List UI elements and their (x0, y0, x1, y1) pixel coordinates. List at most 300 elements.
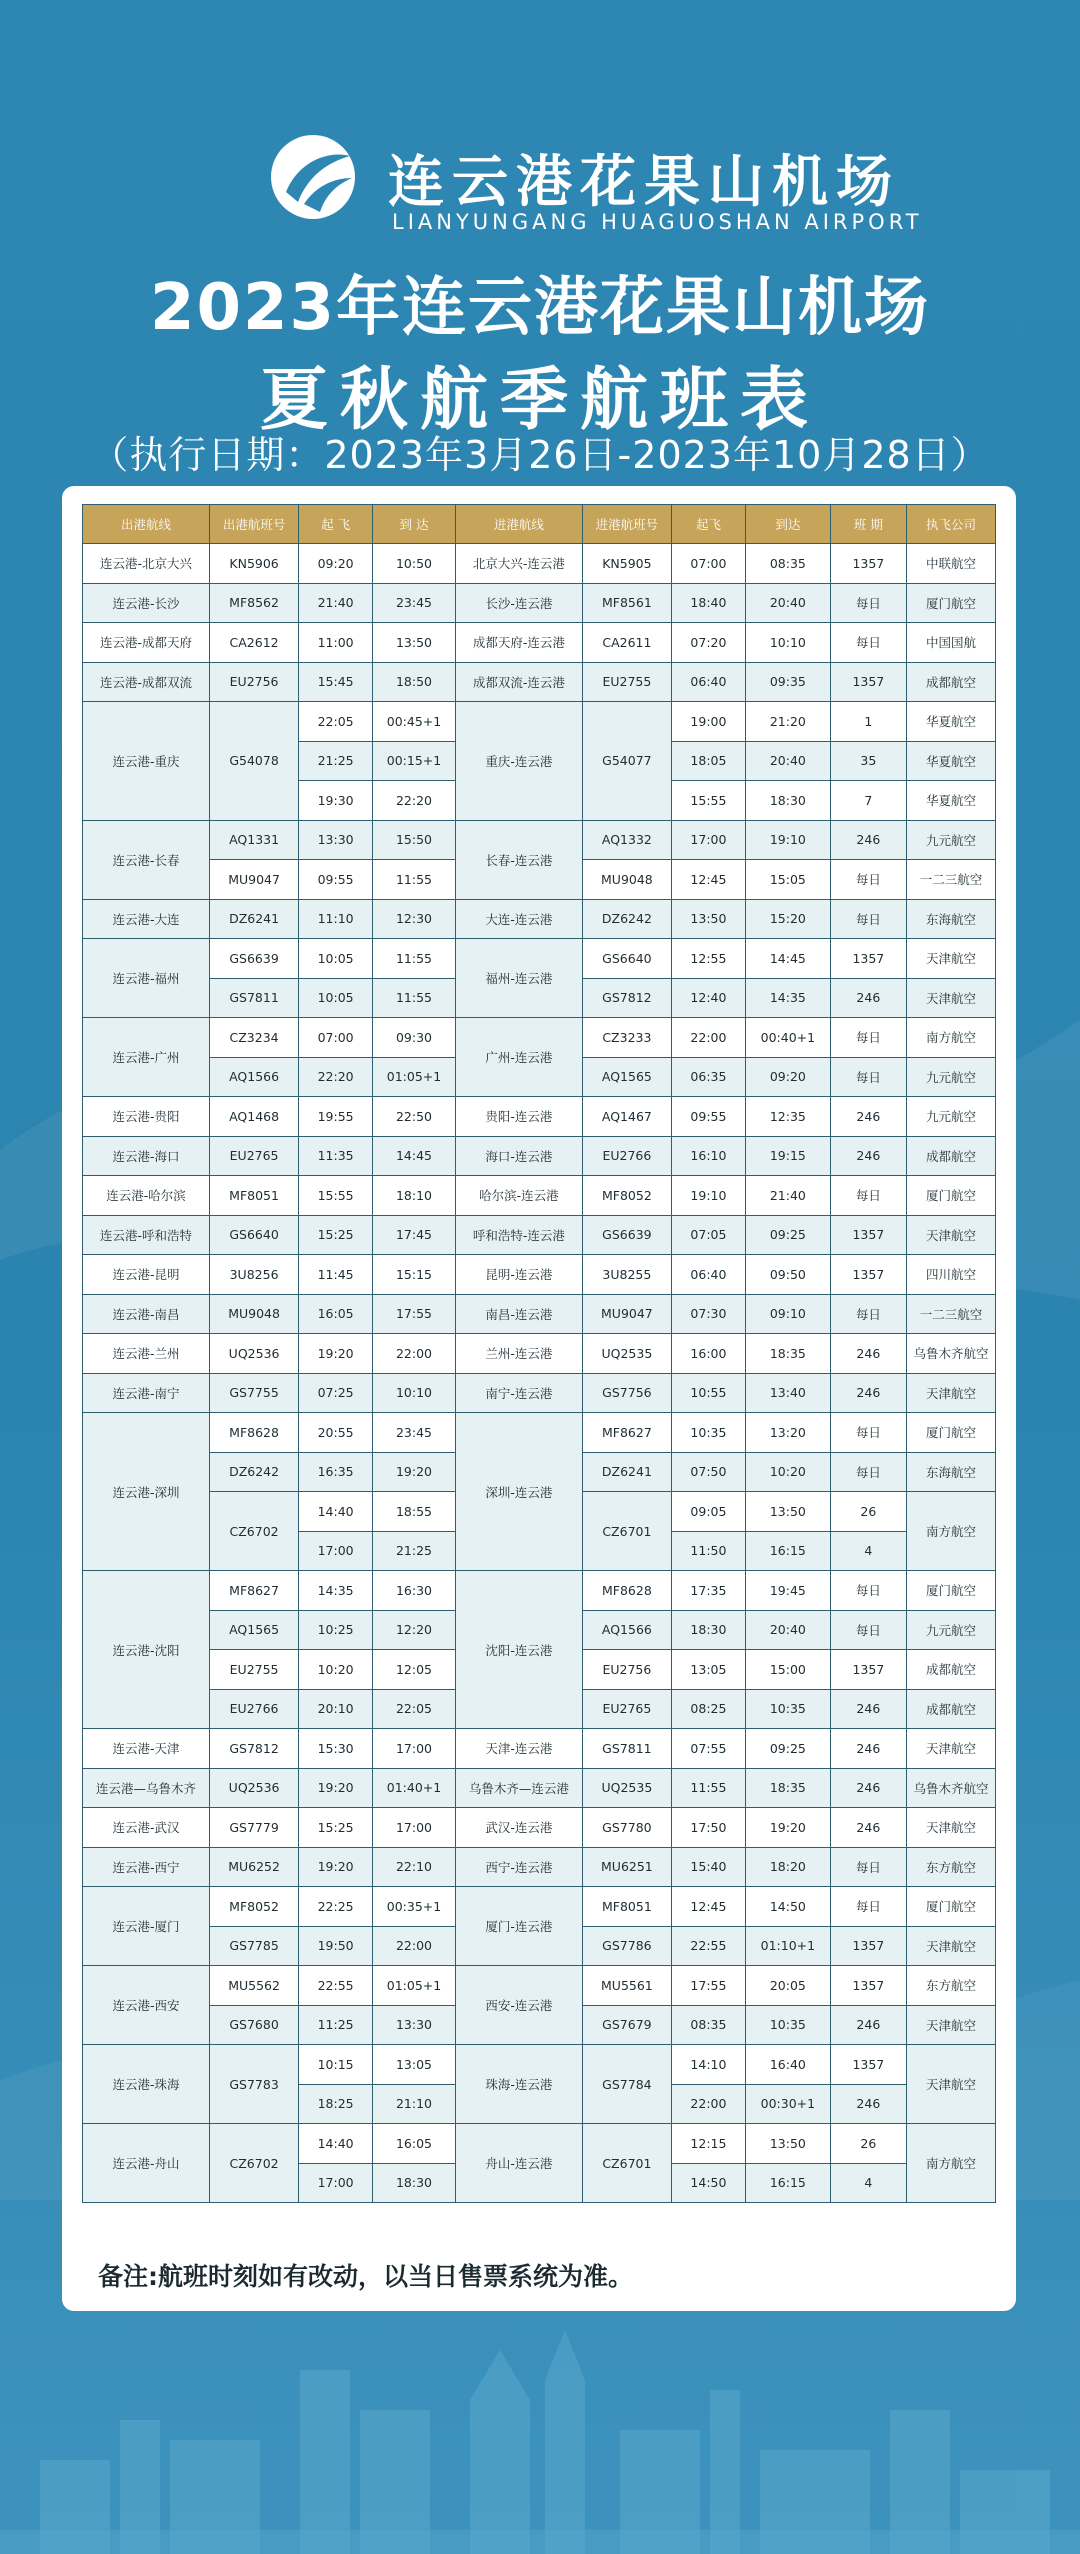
airline-cell: 天津航空 (906, 1729, 995, 1769)
arrival-time-cell: 21:10 (373, 2084, 456, 2124)
outbound-route-cell: 连云港-大连 (83, 899, 210, 939)
inbound-flight-no-cell: CA2611 (582, 623, 671, 663)
table-row (83, 820, 996, 860)
inbound-arrival-time-cell: 18:35 (746, 1768, 831, 1808)
table-row (83, 1729, 996, 1769)
inbound-route-cell: 南昌-连云港 (455, 1294, 582, 1334)
inbound-route-cell: 西安-连云港 (455, 1966, 582, 2045)
inbound-arrival-time-cell: 14:35 (746, 978, 831, 1018)
inbound-route-cell: 西宁-连云港 (455, 1847, 582, 1887)
schedule-days-cell: 每日 (830, 623, 906, 663)
inbound-flight-no-cell: MU9048 (582, 860, 671, 900)
column-header: 执飞公司 (906, 505, 995, 544)
arrival-time-cell: 17:00 (373, 1808, 456, 1848)
airline-cell: 天津航空 (906, 939, 995, 979)
inbound-arrival-time-cell: 09:50 (746, 1255, 831, 1295)
outbound-flight-no-cell: MF8627 (210, 1571, 299, 1611)
inbound-departure-time-cell: 12:15 (671, 2124, 745, 2164)
inbound-flight-no-cell: G54077 (582, 702, 671, 821)
outbound-flight-no-cell: MU9048 (210, 1294, 299, 1334)
inbound-arrival-time-cell: 21:20 (746, 702, 831, 742)
column-header: 出港航线 (83, 505, 210, 544)
outbound-flight-no-cell: AQ1565 (210, 1610, 299, 1650)
outbound-flight-no-cell: CZ6702 (210, 1492, 299, 1571)
outbound-flight-no-cell: GS7779 (210, 1808, 299, 1848)
arrival-time-cell: 11:55 (373, 978, 456, 1018)
outbound-route-cell: 连云港-舟山 (83, 2124, 210, 2203)
inbound-departure-time-cell: 19:00 (671, 702, 745, 742)
arrival-time-cell: 17:55 (373, 1294, 456, 1334)
departure-time-cell: 19:20 (299, 1334, 373, 1374)
inbound-departure-time-cell: 07:50 (671, 1452, 745, 1492)
outbound-route-cell: 连云港-哈尔滨 (83, 1176, 210, 1216)
inbound-departure-time-cell: 17:35 (671, 1571, 745, 1611)
inbound-flight-no-cell: GS7784 (582, 2045, 671, 2124)
schedule-days-cell: 每日 (830, 1018, 906, 1058)
inbound-flight-no-cell: GS7780 (582, 1808, 671, 1848)
arrival-time-cell: 18:55 (373, 1492, 456, 1532)
arrival-time-cell: 13:30 (373, 2005, 456, 2045)
inbound-flight-no-cell: MF8051 (582, 1887, 671, 1927)
inbound-arrival-time-cell: 19:45 (746, 1571, 831, 1611)
airline-cell: 南方航空 (906, 1018, 995, 1058)
inbound-flight-no-cell: EU2755 (582, 662, 671, 702)
airline-cell: 天津航空 (906, 2045, 995, 2124)
schedule-days-cell: 1357 (830, 939, 906, 979)
schedule-days-cell: 每日 (830, 1452, 906, 1492)
schedule-days-cell: 246 (830, 1808, 906, 1848)
inbound-arrival-time-cell: 10:35 (746, 2005, 831, 2045)
outbound-flight-no-cell: GS6640 (210, 1215, 299, 1255)
departure-time-cell: 14:40 (299, 2124, 373, 2164)
inbound-flight-no-cell: MU9047 (582, 1294, 671, 1334)
inbound-arrival-time-cell: 13:50 (746, 2124, 831, 2164)
outbound-route-cell: 连云港-海口 (83, 1136, 210, 1176)
inbound-arrival-time-cell: 10:10 (746, 623, 831, 663)
flight-schedule-table (82, 504, 996, 2203)
schedule-days-cell: 每日 (830, 1413, 906, 1453)
footnote: 备注:航班时刻如有改动，以当日售票系统为准。 (98, 2262, 633, 2291)
arrival-time-cell: 10:50 (373, 544, 456, 584)
airline-cell: 东方航空 (906, 1847, 995, 1887)
inbound-arrival-time-cell: 15:00 (746, 1650, 831, 1690)
inbound-arrival-time-cell: 19:10 (746, 820, 831, 860)
outbound-route-cell: 连云港-沈阳 (83, 1571, 210, 1729)
outbound-flight-no-cell: UQ2536 (210, 1334, 299, 1374)
outbound-flight-no-cell: 3U8256 (210, 1255, 299, 1295)
inbound-departure-time-cell: 17:50 (671, 1808, 745, 1848)
outbound-flight-no-cell: UQ2536 (210, 1768, 299, 1808)
outbound-route-cell: 连云港-福州 (83, 939, 210, 1018)
outbound-route-cell: 连云港-西安 (83, 1966, 210, 2045)
departure-time-cell: 10:20 (299, 1650, 373, 1690)
schedule-days-cell: 246 (830, 1689, 906, 1729)
table-row (83, 662, 996, 702)
inbound-departure-time-cell: 15:55 (671, 781, 745, 821)
inbound-arrival-time-cell: 19:20 (746, 1808, 831, 1848)
inbound-departure-time-cell: 06:40 (671, 662, 745, 702)
outbound-flight-no-cell: CA2612 (210, 623, 299, 663)
table-header-row (83, 505, 996, 544)
departure-time-cell: 14:40 (299, 1492, 373, 1532)
airline-cell: 东海航空 (906, 899, 995, 939)
inbound-departure-time-cell: 17:55 (671, 1966, 745, 2006)
outbound-route-cell: 连云港-深圳 (83, 1413, 210, 1571)
inbound-arrival-time-cell: 20:40 (746, 583, 831, 623)
schedule-days-cell: 每日 (830, 1571, 906, 1611)
schedule-days-cell: 1357 (830, 1255, 906, 1295)
table-row (83, 1847, 996, 1887)
airline-cell: 天津航空 (906, 1373, 995, 1413)
arrival-time-cell: 12:20 (373, 1610, 456, 1650)
outbound-flight-no-cell: EU2755 (210, 1650, 299, 1690)
inbound-flight-no-cell: MF8561 (582, 583, 671, 623)
airline-cell: 天津航空 (906, 978, 995, 1018)
column-header: 到 达 (373, 505, 456, 544)
inbound-arrival-time-cell: 09:25 (746, 1215, 831, 1255)
inbound-arrival-time-cell: 09:25 (746, 1729, 831, 1769)
inbound-departure-time-cell: 11:50 (671, 1531, 745, 1571)
airline-cell: 中联航空 (906, 544, 995, 584)
table-row (83, 1176, 996, 1216)
inbound-arrival-time-cell: 13:40 (746, 1373, 831, 1413)
inbound-route-cell: 南宁-连云港 (455, 1373, 582, 1413)
departure-time-cell: 10:05 (299, 939, 373, 979)
departure-time-cell: 22:25 (299, 1887, 373, 1927)
header (0, 0, 1080, 480)
inbound-flight-no-cell: MU5561 (582, 1966, 671, 2006)
departure-time-cell: 20:55 (299, 1413, 373, 1453)
page-subtitle: 夏秋航季航班表 (259, 361, 820, 440)
arrival-time-cell: 01:40+1 (373, 1768, 456, 1808)
inbound-route-cell: 兰州-连云港 (455, 1334, 582, 1374)
inbound-arrival-time-cell: 20:05 (746, 1966, 831, 2006)
outbound-flight-no-cell: GS7812 (210, 1729, 299, 1769)
arrival-time-cell: 17:00 (373, 1729, 456, 1769)
airline-cell: 九元航空 (906, 1057, 995, 1097)
departure-time-cell: 07:00 (299, 1018, 373, 1058)
inbound-route-cell: 武汉-连云港 (455, 1808, 582, 1848)
inbound-departure-time-cell: 12:40 (671, 978, 745, 1018)
arrival-time-cell: 22:20 (373, 781, 456, 821)
table-row (83, 1413, 996, 1453)
airline-cell: 厦门航空 (906, 1176, 995, 1216)
outbound-route-cell: 连云港-重庆 (83, 702, 210, 821)
airline-cell: 九元航空 (906, 1610, 995, 1650)
airline-cell: 天津航空 (906, 1808, 995, 1848)
logo-english-name: LIANYUNGANG HUAGUOSHAN AIRPORT (392, 210, 923, 234)
airline-cell: 南方航空 (906, 2124, 995, 2203)
inbound-flight-no-cell: KN5905 (582, 544, 671, 584)
schedule-days-cell: 每日 (830, 1057, 906, 1097)
airline-cell: 一二三航空 (906, 1294, 995, 1334)
inbound-arrival-time-cell: 19:15 (746, 1136, 831, 1176)
inbound-departure-time-cell: 08:35 (671, 2005, 745, 2045)
table-row (83, 583, 996, 623)
schedule-days-cell: 246 (830, 978, 906, 1018)
inbound-departure-time-cell: 08:25 (671, 1689, 745, 1729)
schedule-days-cell: 4 (830, 1531, 906, 1571)
inbound-flight-no-cell: MF8628 (582, 1571, 671, 1611)
inbound-flight-no-cell: UQ2535 (582, 1768, 671, 1808)
departure-time-cell: 16:35 (299, 1452, 373, 1492)
departure-time-cell: 19:30 (299, 781, 373, 821)
outbound-flight-no-cell: MF8051 (210, 1176, 299, 1216)
inbound-route-cell: 北京大兴-连云港 (455, 544, 582, 584)
inbound-route-cell: 沈阳-连云港 (455, 1571, 582, 1729)
arrival-time-cell: 11:55 (373, 939, 456, 979)
schedule-days-cell: 246 (830, 2005, 906, 2045)
arrival-time-cell: 00:15+1 (373, 741, 456, 781)
inbound-route-cell: 长沙-连云港 (455, 583, 582, 623)
arrival-time-cell: 00:45+1 (373, 702, 456, 742)
schedule-days-cell: 1357 (830, 2045, 906, 2085)
inbound-departure-time-cell: 10:35 (671, 1413, 745, 1453)
outbound-route-cell: 连云港-西宁 (83, 1847, 210, 1887)
outbound-flight-no-cell: GS7811 (210, 978, 299, 1018)
inbound-arrival-time-cell: 08:35 (746, 544, 831, 584)
inbound-arrival-time-cell: 00:30+1 (746, 2084, 831, 2124)
inbound-route-cell: 乌鲁木齐—连云港 (455, 1768, 582, 1808)
outbound-flight-no-cell: MF8052 (210, 1887, 299, 1927)
arrival-time-cell: 22:10 (373, 1847, 456, 1887)
airline-cell: 成都航空 (906, 1650, 995, 1690)
departure-time-cell: 09:55 (299, 860, 373, 900)
inbound-flight-no-cell: GS7786 (582, 1926, 671, 1966)
airline-cell: 中国国航 (906, 623, 995, 663)
airline-cell: 东海航空 (906, 1452, 995, 1492)
column-header: 起 飞 (299, 505, 373, 544)
airline-cell: 成都航空 (906, 1136, 995, 1176)
inbound-flight-no-cell: AQ1565 (582, 1057, 671, 1097)
table-row (83, 544, 996, 584)
schedule-days-cell: 246 (830, 1373, 906, 1413)
outbound-route-cell: 连云港-长春 (83, 820, 210, 899)
inbound-departure-time-cell: 18:05 (671, 741, 745, 781)
departure-time-cell: 11:25 (299, 2005, 373, 2045)
inbound-flight-no-cell: GS7679 (582, 2005, 671, 2045)
schedule-days-cell: 每日 (830, 1887, 906, 1927)
table-row (83, 1571, 996, 1611)
arrival-time-cell: 13:50 (373, 623, 456, 663)
departure-time-cell: 11:35 (299, 1136, 373, 1176)
table-row (83, 1887, 996, 1927)
departure-time-cell: 10:15 (299, 2045, 373, 2085)
inbound-route-cell: 长春-连云港 (455, 820, 582, 899)
arrival-time-cell: 22:05 (373, 1689, 456, 1729)
inbound-departure-time-cell: 07:05 (671, 1215, 745, 1255)
departure-time-cell: 19:20 (299, 1847, 373, 1887)
schedule-days-cell: 每日 (830, 1294, 906, 1334)
departure-time-cell: 15:30 (299, 1729, 373, 1769)
departure-time-cell: 20:10 (299, 1689, 373, 1729)
table-row (83, 1018, 996, 1058)
departure-time-cell: 17:00 (299, 2163, 373, 2203)
inbound-departure-time-cell: 15:40 (671, 1847, 745, 1887)
schedule-days-cell: 1357 (830, 1966, 906, 2006)
arrival-time-cell: 22:00 (373, 1334, 456, 1374)
outbound-flight-no-cell: KN5906 (210, 544, 299, 584)
inbound-route-cell: 舟山-连云港 (455, 2124, 582, 2203)
airline-cell: 东方航空 (906, 1966, 995, 2006)
inbound-route-cell: 呼和浩特-连云港 (455, 1215, 582, 1255)
departure-time-cell: 18:25 (299, 2084, 373, 2124)
airport-logo-icon (268, 132, 358, 222)
arrival-time-cell: 14:45 (373, 1136, 456, 1176)
inbound-flight-no-cell: DZ6241 (582, 1452, 671, 1492)
inbound-arrival-time-cell: 15:20 (746, 899, 831, 939)
airline-cell: 华夏航空 (906, 781, 995, 821)
airline-cell: 成都航空 (906, 1689, 995, 1729)
departure-time-cell: 17:00 (299, 1531, 373, 1571)
departure-time-cell: 19:20 (299, 1768, 373, 1808)
airline-cell: 天津航空 (906, 1215, 995, 1255)
arrival-time-cell: 10:10 (373, 1373, 456, 1413)
departure-time-cell: 14:35 (299, 1571, 373, 1611)
inbound-departure-time-cell: 07:55 (671, 1729, 745, 1769)
inbound-arrival-time-cell: 21:40 (746, 1176, 831, 1216)
inbound-route-cell: 天津-连云港 (455, 1729, 582, 1769)
airline-cell: 天津航空 (906, 2005, 995, 2045)
schedule-days-cell: 每日 (830, 860, 906, 900)
inbound-departure-time-cell: 14:50 (671, 2163, 745, 2203)
inbound-flight-no-cell: AQ1332 (582, 820, 671, 860)
inbound-flight-no-cell: GS7756 (582, 1373, 671, 1413)
arrival-time-cell: 18:50 (373, 662, 456, 702)
schedule-days-cell: 1357 (830, 1650, 906, 1690)
outbound-route-cell: 连云港-武汉 (83, 1808, 210, 1848)
outbound-route-cell: 连云港-昆明 (83, 1255, 210, 1295)
inbound-arrival-time-cell: 18:35 (746, 1334, 831, 1374)
arrival-time-cell: 23:45 (373, 583, 456, 623)
inbound-arrival-time-cell: 20:40 (746, 741, 831, 781)
inbound-departure-time-cell: 12:55 (671, 939, 745, 979)
arrival-time-cell: 22:50 (373, 1097, 456, 1137)
inbound-arrival-time-cell: 13:50 (746, 1492, 831, 1532)
inbound-flight-no-cell: GS7812 (582, 978, 671, 1018)
schedule-days-cell: 每日 (830, 1610, 906, 1650)
outbound-flight-no-cell: CZ3234 (210, 1018, 299, 1058)
inbound-flight-no-cell: 3U8255 (582, 1255, 671, 1295)
outbound-route-cell: 连云港-天津 (83, 1729, 210, 1769)
outbound-flight-no-cell: AQ1468 (210, 1097, 299, 1137)
inbound-arrival-time-cell: 20:40 (746, 1610, 831, 1650)
column-header: 进港航线 (455, 505, 582, 544)
column-header: 起飞 (671, 505, 745, 544)
inbound-arrival-time-cell: 10:35 (746, 1689, 831, 1729)
outbound-route-cell: 连云港-北京大兴 (83, 544, 210, 584)
outbound-flight-no-cell: MU6252 (210, 1847, 299, 1887)
inbound-route-cell: 福州-连云港 (455, 939, 582, 1018)
schedule-days-cell: 246 (830, 1136, 906, 1176)
airline-cell: 厦门航空 (906, 1413, 995, 1453)
schedule-days-cell: 26 (830, 1492, 906, 1532)
inbound-departure-time-cell: 16:10 (671, 1136, 745, 1176)
schedule-days-cell: 246 (830, 1729, 906, 1769)
airline-cell: 四川航空 (906, 1255, 995, 1295)
outbound-route-cell: 连云港-兰州 (83, 1334, 210, 1374)
arrival-time-cell: 01:05+1 (373, 1057, 456, 1097)
inbound-arrival-time-cell: 09:20 (746, 1057, 831, 1097)
outbound-route-cell: 连云港-成都天府 (83, 623, 210, 663)
inbound-route-cell: 厦门-连云港 (455, 1887, 582, 1966)
inbound-route-cell: 重庆-连云港 (455, 702, 582, 821)
inbound-departure-time-cell: 14:10 (671, 2045, 745, 2085)
arrival-time-cell: 16:30 (373, 1571, 456, 1611)
schedule-days-cell: 26 (830, 2124, 906, 2164)
inbound-flight-no-cell: CZ6701 (582, 1492, 671, 1571)
outbound-route-cell: 连云港-厦门 (83, 1887, 210, 1966)
outbound-flight-no-cell: AQ1566 (210, 1057, 299, 1097)
table-row (83, 1294, 996, 1334)
arrival-time-cell: 22:00 (373, 1926, 456, 1966)
inbound-departure-time-cell: 18:40 (671, 583, 745, 623)
outbound-route-cell: 连云港—乌鲁木齐 (83, 1768, 210, 1808)
schedule-days-cell: 每日 (830, 1176, 906, 1216)
inbound-route-cell: 成都双流-连云港 (455, 662, 582, 702)
inbound-arrival-time-cell: 09:10 (746, 1294, 831, 1334)
arrival-time-cell: 18:30 (373, 2163, 456, 2203)
table-row (83, 1373, 996, 1413)
effective-dates: （执行日期：2023年3月26日-2023年10月28日） (90, 433, 990, 477)
inbound-departure-time-cell: 19:10 (671, 1176, 745, 1216)
table-row (83, 623, 996, 663)
table-row (83, 899, 996, 939)
inbound-departure-time-cell: 07:20 (671, 623, 745, 663)
departure-time-cell: 11:00 (299, 623, 373, 663)
arrival-time-cell: 00:35+1 (373, 1887, 456, 1927)
table-row (83, 1215, 996, 1255)
departure-time-cell: 10:25 (299, 1610, 373, 1650)
schedule-days-cell: 246 (830, 2084, 906, 2124)
inbound-flight-no-cell: MF8052 (582, 1176, 671, 1216)
inbound-route-cell: 广州-连云港 (455, 1018, 582, 1097)
airline-cell: 乌鲁木齐航空 (906, 1334, 995, 1374)
page-title: 2023年连云港花果山机场 (149, 271, 931, 345)
inbound-departure-time-cell: 07:00 (671, 544, 745, 584)
arrival-time-cell: 21:25 (373, 1531, 456, 1571)
departure-time-cell: 13:30 (299, 820, 373, 860)
inbound-departure-time-cell: 13:05 (671, 1650, 745, 1690)
inbound-arrival-time-cell: 09:35 (746, 662, 831, 702)
inbound-arrival-time-cell: 00:40+1 (746, 1018, 831, 1058)
table-row (83, 702, 996, 742)
inbound-arrival-time-cell: 18:30 (746, 781, 831, 821)
departure-time-cell: 22:20 (299, 1057, 373, 1097)
table-row (83, 2124, 996, 2164)
column-header: 出港航班号 (210, 505, 299, 544)
airline-cell: 厦门航空 (906, 583, 995, 623)
schedule-days-cell: 1357 (830, 1926, 906, 1966)
inbound-arrival-time-cell: 14:50 (746, 1887, 831, 1927)
arrival-time-cell: 12:05 (373, 1650, 456, 1690)
inbound-route-cell: 哈尔滨-连云港 (455, 1176, 582, 1216)
city-skyline-icon (0, 2290, 1080, 2554)
inbound-route-cell: 昆明-连云港 (455, 1255, 582, 1295)
inbound-arrival-time-cell: 12:35 (746, 1097, 831, 1137)
inbound-arrival-time-cell: 10:20 (746, 1452, 831, 1492)
table-row (83, 1966, 996, 2006)
airline-cell: 九元航空 (906, 820, 995, 860)
table-row (83, 1334, 996, 1374)
schedule-days-cell: 1357 (830, 544, 906, 584)
inbound-arrival-time-cell: 15:05 (746, 860, 831, 900)
arrival-time-cell: 18:10 (373, 1176, 456, 1216)
outbound-flight-no-cell: G54078 (210, 702, 299, 821)
table-row (83, 939, 996, 979)
inbound-flight-no-cell: UQ2535 (582, 1334, 671, 1374)
schedule-days-cell: 7 (830, 781, 906, 821)
